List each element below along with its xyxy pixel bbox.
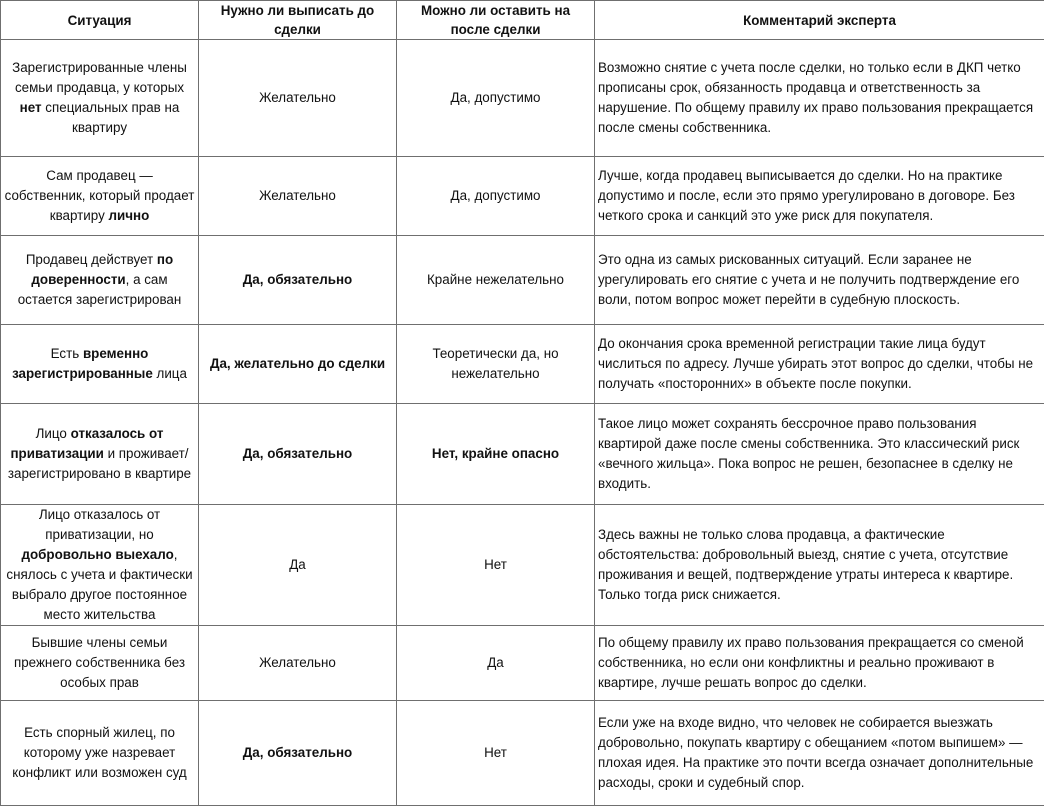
- must-deregister-cell: Да: [199, 505, 397, 626]
- header-row: [1, 1, 1044, 40]
- can-leave-cell: Нет, крайне опасно: [397, 404, 595, 505]
- situation-cell: Зарегистрированные члены семьи продавца, у которых нет специальных прав на квартиру: [1, 40, 199, 157]
- expert-comment-cell: Это одна из самых рискованных ситуаций. Если заранее не урегулировать его снятие с учета и не получить подтверждение его воли, потом вопрос может перейти в судебную плоскость.: [595, 236, 1044, 325]
- expert-comment-cell: Такое лицо может сохранять бессрочное право пользования квартирой даже после смены собственника. Это классический риск «вечного жильца». Пока вопрос не решен, безопаснее в сделку не входить.: [595, 404, 1044, 505]
- situation-cell: Есть временно зарегистрированные лица: [1, 325, 199, 404]
- must-deregister-cell: Желательно: [199, 626, 397, 701]
- table-row: [1, 701, 1044, 806]
- situation-cell: Продавец действует по доверенности, а сам остается зарегистрирован: [1, 236, 199, 325]
- expert-comment-cell: Лучше, когда продавец выписывается до сделки. Но на практике допустимо и после, если это прямо урегулировано в договоре. Без четкого срока и санкций это уже риск для покупателя.: [595, 157, 1044, 236]
- situation-cell: Бывшие члены семьи прежнего собственника без особых прав: [1, 626, 199, 701]
- expert-comment-cell: До окончания срока временной регистрации такие лица будут числиться по адресу. Лучше убирать этот вопрос до сделки, чтобы не получать «посторонних» в объекте после покупки.: [595, 325, 1044, 404]
- expert-comment-cell: Здесь важны не только слова продавца, а фактические обстоятельства: добровольный выезд, снятие с учета, отсутствие проживания и вещей, подтверждение утраты интереса к квартире. Только тогда риск снижается.: [595, 505, 1044, 626]
- table-row: [1, 325, 1044, 404]
- situation-cell: Есть спорный жилец, по которому уже назревает конфликт или возможен суд: [1, 701, 199, 806]
- can-leave-cell: Теоретически да, но нежелательно: [397, 325, 595, 404]
- header-can-leave: Можно ли оставить на после сделки: [397, 1, 595, 40]
- must-deregister-cell: Да, обязательно: [199, 236, 397, 325]
- can-leave-cell: Да: [397, 626, 595, 701]
- table-row: [1, 505, 1044, 626]
- expert-comment-cell: По общему правилу их право пользования прекращается со сменой собственника, но если они конфликтны и реально проживают в квартире, лучше решать вопрос до сделки.: [595, 626, 1044, 701]
- header-must-deregister: Нужно ли выписать до сделки: [199, 1, 397, 40]
- can-leave-cell: Нет: [397, 505, 595, 626]
- situation-cell: Лицо отказалось от приватизации и проживает/зарегистрировано в квартире: [1, 404, 199, 505]
- can-leave-cell: Да, допустимо: [397, 157, 595, 236]
- table-row: [1, 626, 1044, 701]
- expert-comment-cell: Возможно снятие с учета после сделки, но только если в ДКП четко прописаны срок, обязанность продавца и ответственность за нарушение. По общему правилу их право пользования прекращается после смены собственника.: [595, 40, 1044, 157]
- must-deregister-cell: Желательно: [199, 40, 397, 157]
- header-expert-comment: Комментарий эксперта: [595, 1, 1044, 40]
- situation-cell: Лицо отказалось от приватизации, но добровольно выехало, снялось с учета и фактически выбрало другое постоянное место жительства: [1, 505, 199, 626]
- must-deregister-cell: Да, желательно до сделки: [199, 325, 397, 404]
- table-row: [1, 157, 1044, 236]
- expert-comment-cell: Если уже на входе видно, что человек не собирается выезжать добровольно, покупать квартиру с обещанием «потом выпишем» — плохая идея. На практике это почти всегда означает дополнительные расходы, сроки и судебный спор.: [595, 701, 1044, 806]
- must-deregister-cell: Желательно: [199, 157, 397, 236]
- can-leave-cell: Крайне нежелательно: [397, 236, 595, 325]
- must-deregister-cell: Да, обязательно: [199, 404, 397, 505]
- must-deregister-cell: Да, обязательно: [199, 701, 397, 806]
- header-situation: Ситуация: [1, 1, 199, 40]
- situation-cell: Сам продавец — собственник, который продает квартиру лично: [1, 157, 199, 236]
- can-leave-cell: Да, допустимо: [397, 40, 595, 157]
- table-row: [1, 40, 1044, 157]
- table-row: [1, 236, 1044, 325]
- can-leave-cell: Нет: [397, 701, 595, 806]
- table-row: [1, 404, 1044, 505]
